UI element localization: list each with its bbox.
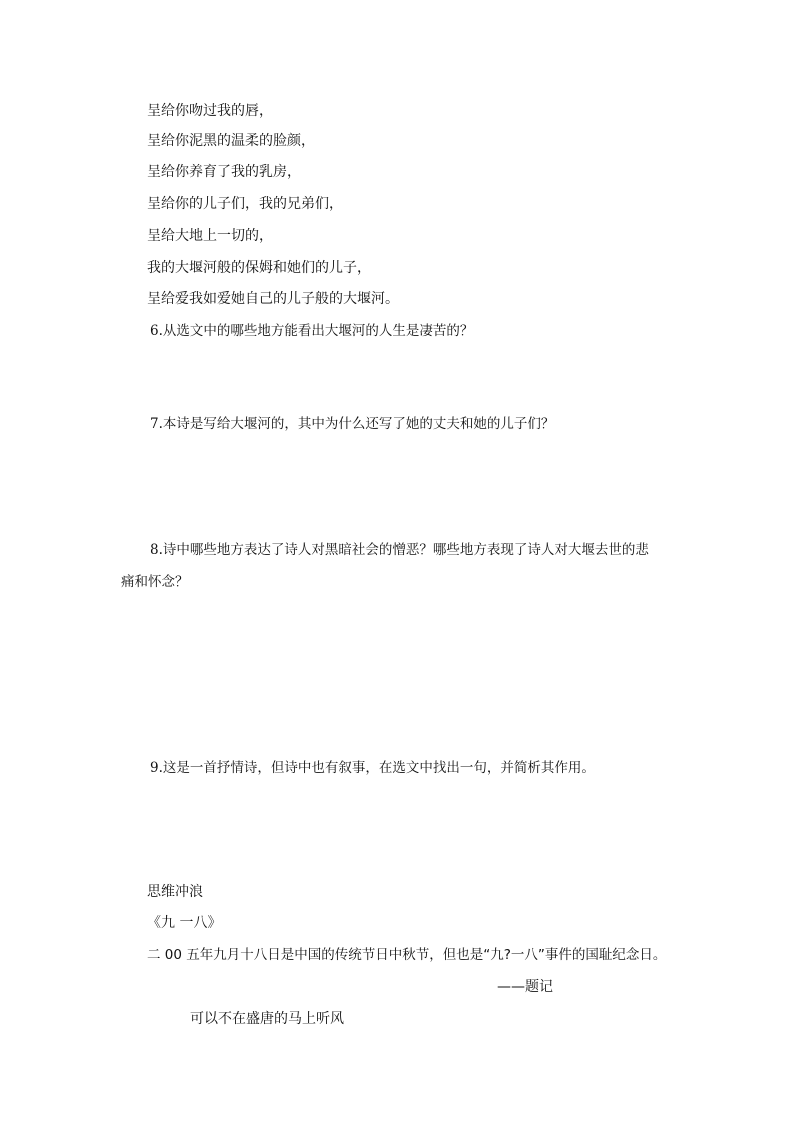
question-6: 6.从选文中的哪些地方能看出大堰河的人生是凄苦的？ [150,323,474,339]
poem-line: 呈给爱我如爱她自己的儿子般的大堰河。 [147,291,399,307]
question-9: 9.这是一首抒情诗，但诗中也有叙事，在选文中找出一句，并简析其作用。 [150,760,595,776]
poem-first-line: 可以不在盛唐的马上听风 [190,1011,344,1027]
poem-line: 呈给你养育了我的乳房， [147,164,301,180]
question-7: 7.本诗是写给大堰河的，其中为什么还写了她的丈夫和她的儿子们？ [150,416,555,432]
poem-line: 呈给大地上一切的， [147,228,273,244]
poem-line: 呈给你的儿子们，我的兄弟们， [147,196,343,212]
question-8-line-2: 痛和怀念？ [121,574,189,590]
inscription-label: ——题记 [497,979,553,995]
poem-line: 我的大堰河般的保姆和她们的儿子， [147,260,371,276]
section-title: 思维冲浪 [147,884,203,900]
poem-title: 《九 一八》 [147,915,222,931]
poem-line: 呈给你吻过我的唇， [147,103,273,119]
question-8-line-1: 8.诗中哪些地方表达了诗人对黑暗社会的憎恶？哪些地方表现了诗人对大堰去世的悲 [150,542,649,558]
inscription-text: 二 00 五年九月十八日是中国的传统节日中秋节，但也是“九?一八”事件的国耻纪念日。 [147,947,667,963]
poem-line: 呈给你泥黑的温柔的脸颜， [147,133,315,149]
